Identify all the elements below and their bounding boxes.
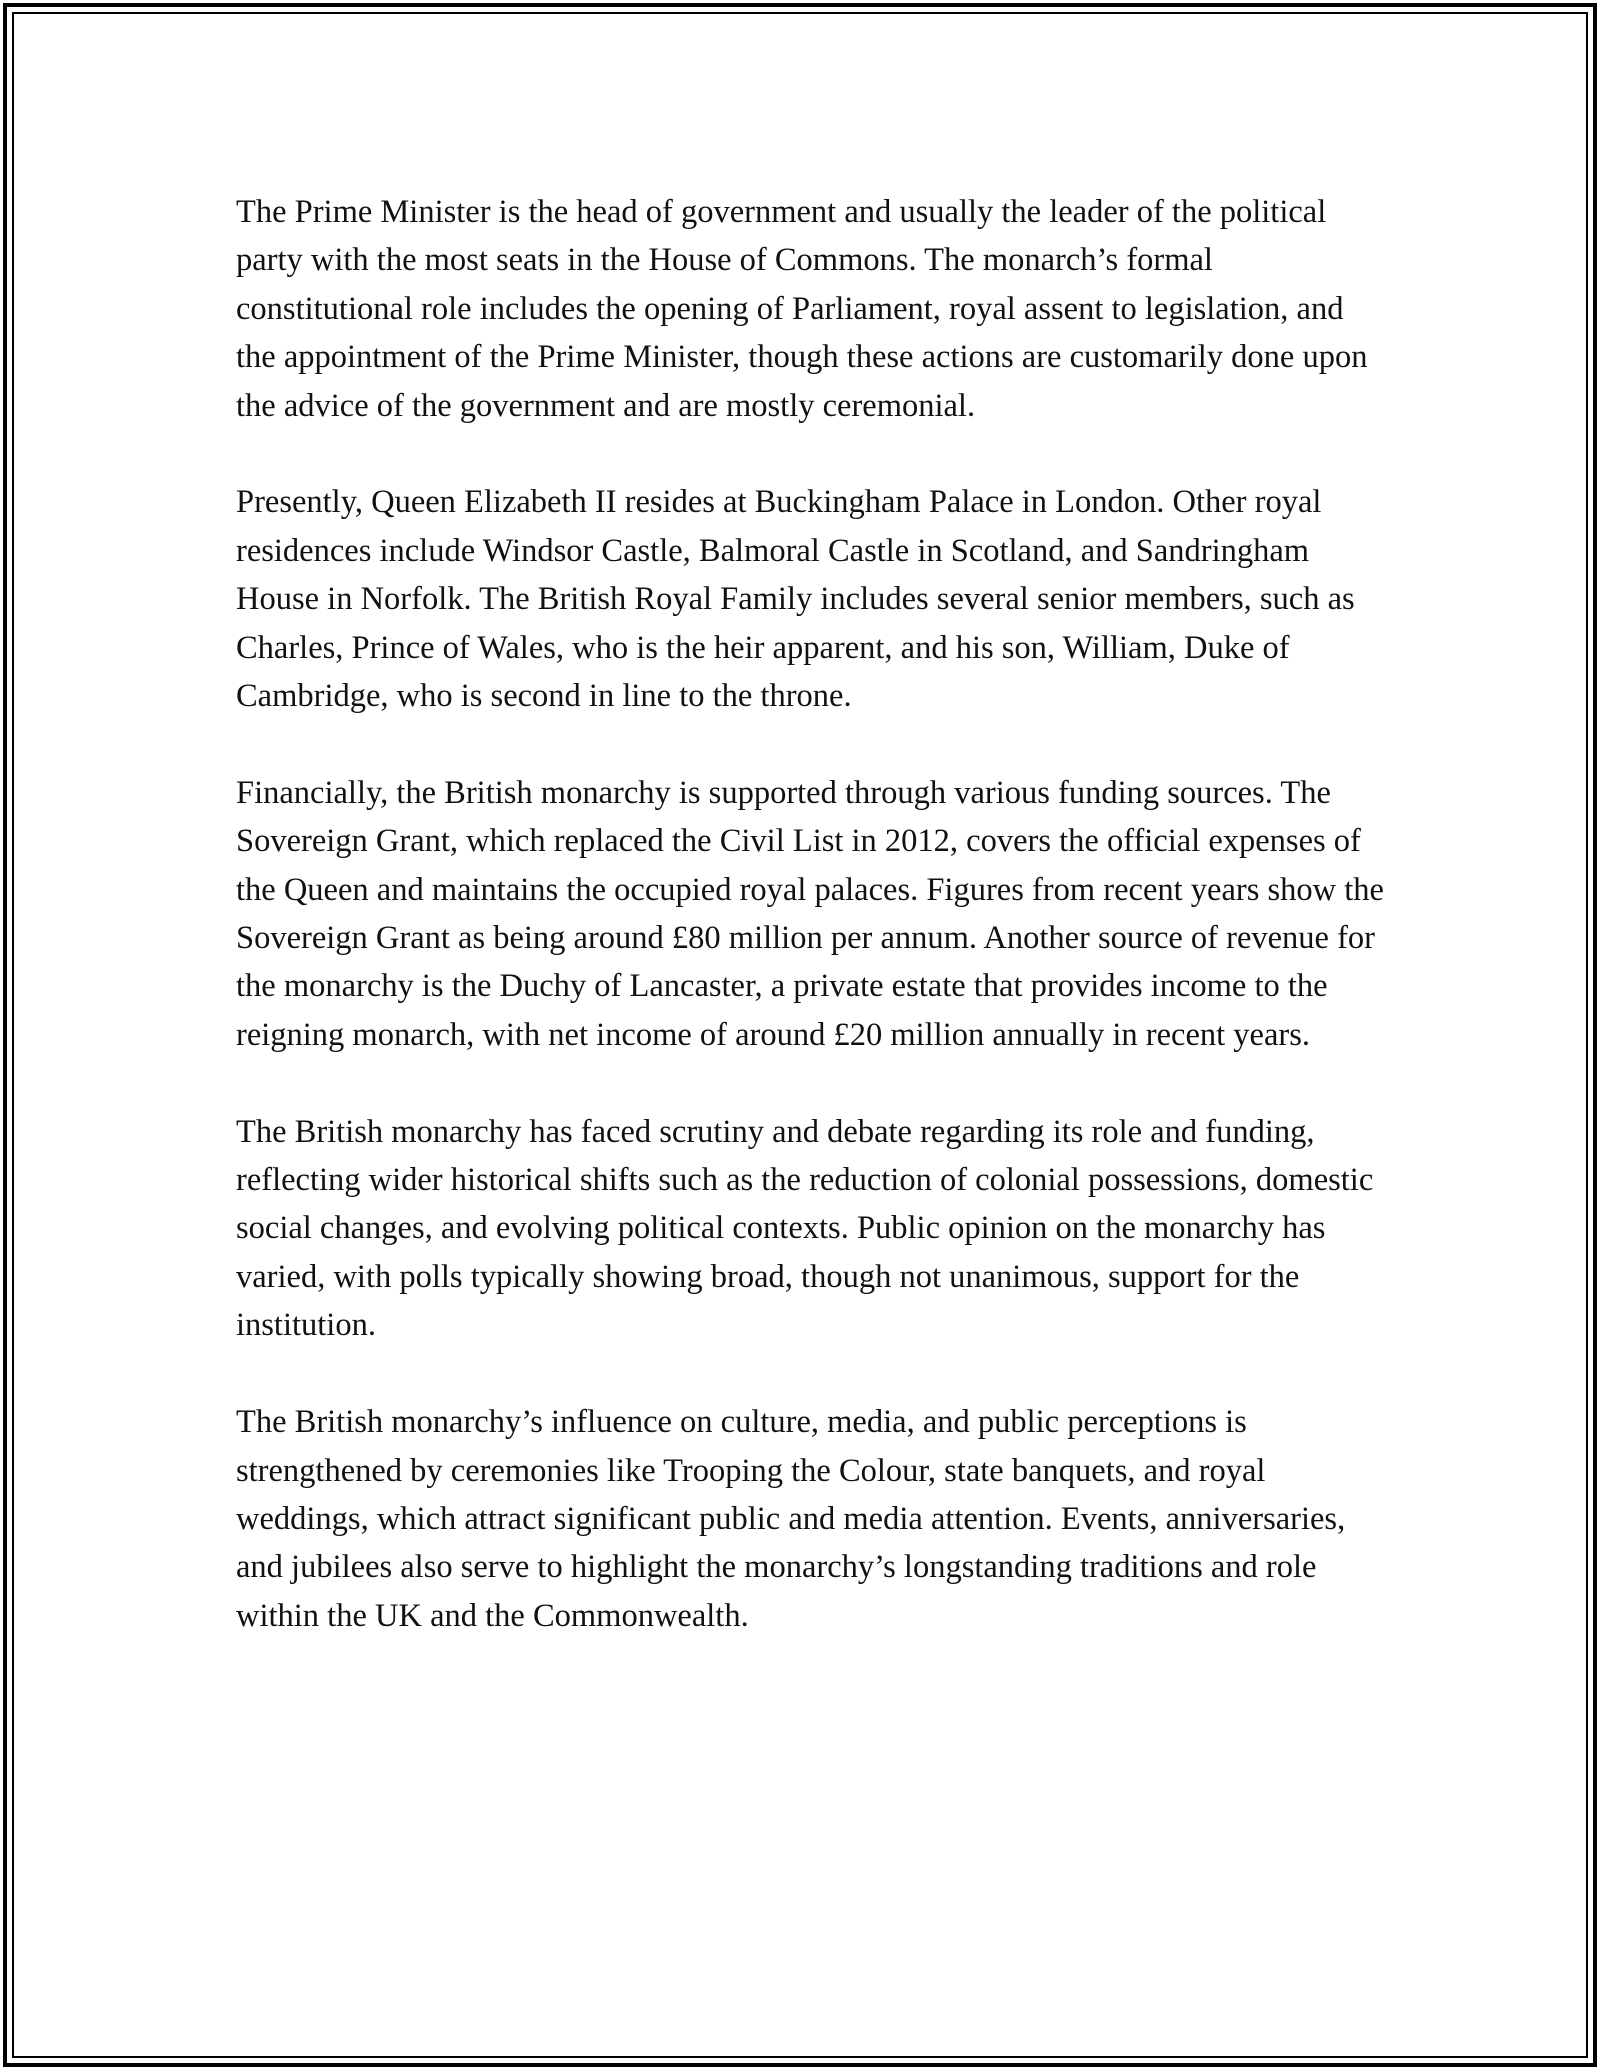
paragraph-royal-residences: Presently, Queen Elizabeth II resides at Buckingham Palace in London. Other royal residences include Windsor Castle, Balmoral Castle in Scotland, and Sandringham House in Norfolk. The British Royal Family includes several senior members, such as Charles, Prince of Wales, who is the heir apparent, and his son, William, Duke of Cambridge, who is second in line to the throne. (236, 484, 1355, 715)
paragraph-scrutiny-and-opinion: The British monarchy has faced scrutiny and debate regarding its role and funding, reflecting wider historical shifts such as the reduction of colonial possessions, domestic social changes, and evolving political contexts. Public opinion on the monarchy has varied, with polls typically showing broad, though not unanimous, support for the institution. (236, 1113, 1374, 1344)
paragraph-monarchy-finances: Financially, the British monarchy is supported through various funding sources. The Sovereign Grant, which replaced the Civil List in 2012, covers the official expenses of the Queen and maintains the occupied royal palaces. Figures from recent years show the Sovereign Grant as being around £80 million per annum. Another source of revenue for the monarchy is the Duchy of Lancaster, a private estate that provides income to the reigning monarch, with net income of around £20 million annually in recent years. (236, 774, 1384, 1053)
paragraph-pm-and-monarch-role: The Prime Minister is the head of government and usually the leader of the political party with the most seats in the House of Commons. The monarch’s formal constitutional role includes the opening of Parliament, royal assent to legislation, and the appointment of the Prime Minister, though these actions are customarily done upon the advice of the government and are mostly ceremonial. (236, 194, 1368, 424)
document-body (236, 188, 1386, 1689)
paragraph-cultural-influence: The British monarchy’s influence on culture, media, and public perceptions is strengthened by ceremonies like Trooping the Colour, state banquets, and royal weddings, which attract significant public and media attention. Events, anniversaries, and jubilees also serve to highlight the monarchy’s longstanding traditions and role within the UK and the Commonwealth. (236, 1404, 1346, 1634)
